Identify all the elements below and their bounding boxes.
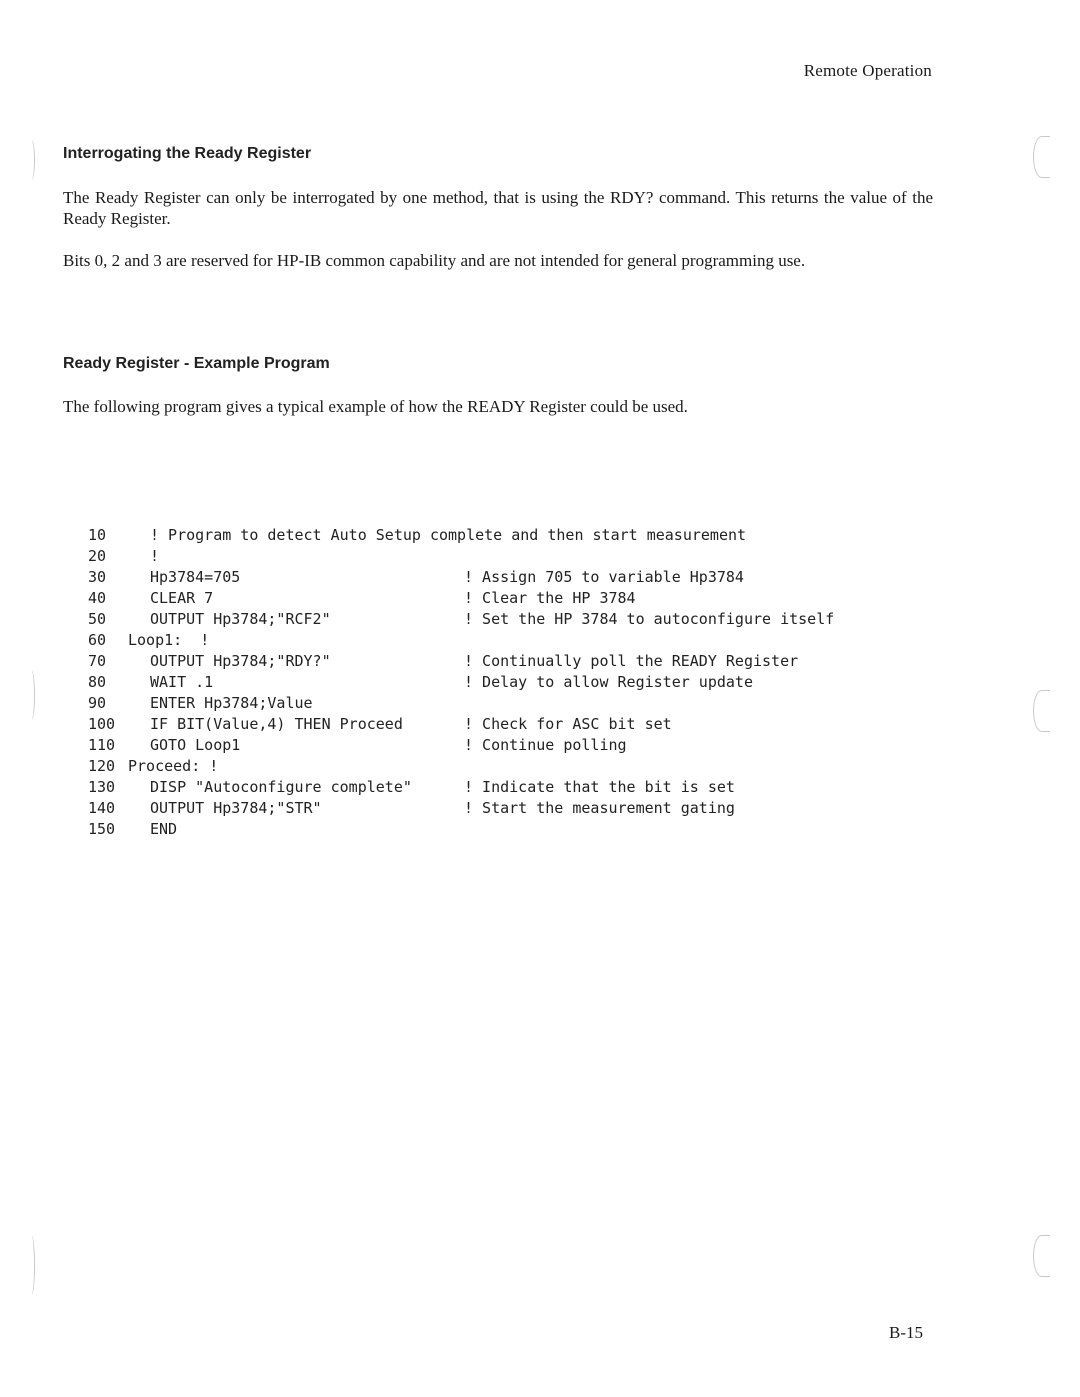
line-statement: ! Program to detect Auto Setup complete and then start measurement <box>150 526 747 544</box>
line-statement: OUTPUT Hp3784;"RCF2" <box>150 610 331 628</box>
line-number: 60 <box>88 631 107 649</box>
paragraph-ready-register-intro: The Ready Register can only be interrogated by one method, that is using the RDY? command. This returns the value of the Ready Register. <box>63 188 933 228</box>
right-margin-curve-bottom <box>1033 1235 1050 1277</box>
line-statement: OUTPUT Hp3784;"STR" <box>150 799 322 817</box>
running-header: Remote Operation <box>803 61 932 80</box>
line-comment: ! Set the HP 3784 to autoconfigure itself <box>464 610 835 628</box>
line-statement: OUTPUT Hp3784;"RDY?" <box>150 652 331 670</box>
line-comment: ! Continue polling <box>464 736 627 754</box>
line-statement: DISP "Autoconfigure complete" <box>150 778 412 796</box>
line-comment: ! Clear the HP 3784 <box>464 589 636 607</box>
line-number: 50 <box>88 610 107 628</box>
right-margin-curve-middle <box>1033 690 1050 732</box>
line-number: 20 <box>88 547 107 565</box>
page-number: B-15 <box>889 1323 923 1342</box>
paragraph-reserved-bits: Bits 0, 2 and 3 are reserved for HP-IB common capability and are not intended for general programming use. <box>63 251 806 270</box>
line-statement: IF BIT(Value,4) THEN Proceed <box>150 715 403 733</box>
line-statement: Hp3784=705 <box>150 568 241 586</box>
paragraph-example-intro: The following program gives a typical example of how the READY Register could be used. <box>63 397 688 416</box>
line-comment: ! Delay to allow Register update <box>464 673 753 691</box>
line-number: 10 <box>88 526 107 544</box>
line-statement: ! <box>150 547 160 565</box>
right-margin-curve-top <box>1033 136 1050 178</box>
line-statement: WAIT .1 <box>150 673 214 691</box>
line-comment: ! Check for ASC bit set <box>464 715 672 733</box>
line-number: 70 <box>88 652 107 670</box>
line-number: 100 <box>88 715 116 733</box>
line-label: Proceed: ! <box>128 757 219 775</box>
line-statement: CLEAR 7 <box>150 589 214 607</box>
line-number: 150 <box>88 820 116 838</box>
line-number: 80 <box>88 673 107 691</box>
line-number: 110 <box>88 736 116 754</box>
line-number: 120 <box>88 757 116 775</box>
line-statement: GOTO Loop1 <box>150 736 241 754</box>
line-number: 30 <box>88 568 107 586</box>
section-heading-interrogating: Interrogating the Ready Register <box>63 145 312 162</box>
left-margin-mark-bottom <box>28 1235 35 1295</box>
line-number: 130 <box>88 778 116 796</box>
left-margin-mark-top <box>28 140 35 180</box>
line-comment: ! Assign 705 to variable Hp3784 <box>464 568 744 586</box>
line-label: Loop1: ! <box>128 631 210 649</box>
left-margin-mark-middle <box>28 670 35 720</box>
line-comment: ! Continually poll the READY Register <box>464 652 799 670</box>
line-comment: ! Start the measurement gating <box>464 799 735 817</box>
line-statement: END <box>150 820 178 838</box>
section-heading-example-program: Ready Register - Example Program <box>63 355 330 372</box>
line-statement: ENTER Hp3784;Value <box>150 694 313 712</box>
line-number: 90 <box>88 694 107 712</box>
line-number: 140 <box>88 799 116 817</box>
line-comment: ! Indicate that the bit is set <box>464 778 735 796</box>
line-number: 40 <box>88 589 107 607</box>
